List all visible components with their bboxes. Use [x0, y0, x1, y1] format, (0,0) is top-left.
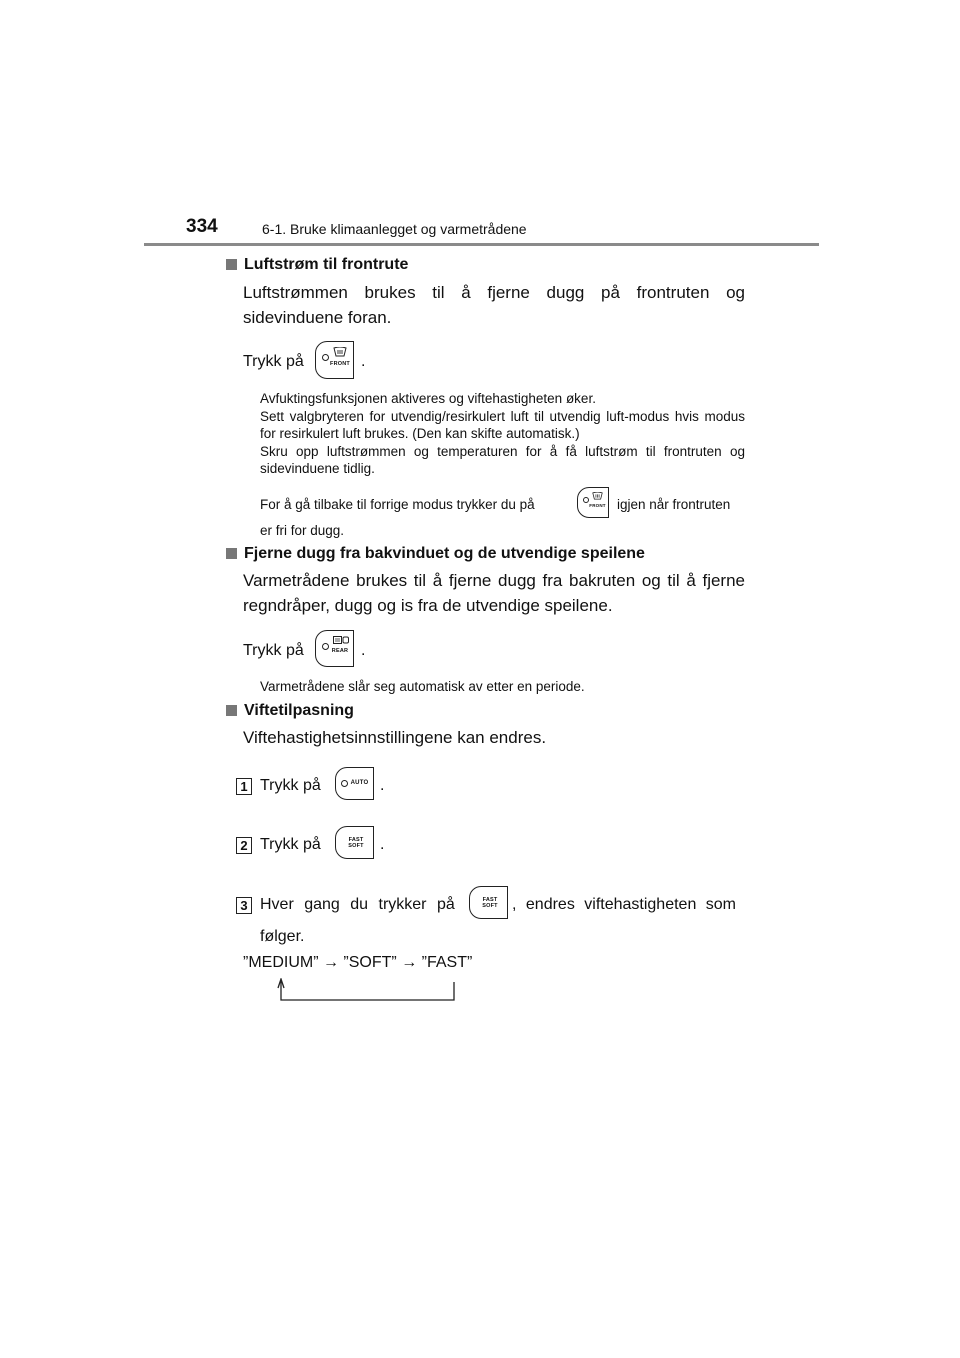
fast-soft-button — [335, 826, 374, 859]
indicator-light-icon — [341, 780, 348, 787]
section-body: Varmetrådene brukes til å fjerne dugg fra bakruten og til å fjerne regndråper, dugg og is fra de utvendige speilene. — [243, 571, 745, 615]
square-bullet-icon — [226, 548, 237, 559]
header-rule — [144, 243, 819, 246]
period: . — [380, 777, 385, 794]
period: . — [361, 642, 366, 659]
step-number: 2 — [236, 837, 252, 854]
windshield-defrost-icon — [592, 492, 603, 500]
page-number: 334 — [186, 216, 218, 237]
button-label: AUTO — [350, 780, 369, 786]
button-label: FRONT — [589, 503, 606, 508]
rear-defogger-button — [315, 630, 354, 667]
section-heading-rear-defog: Fjerne dugg fra bakvinduet og de utvendige speilene — [226, 545, 645, 563]
fast-soft-button — [469, 886, 508, 919]
return-text-end: er fri for dugg. — [260, 523, 345, 538]
section-heading-fan: Viftetilpasning — [226, 702, 354, 720]
loop-back-arrow-icon — [274, 978, 460, 1006]
notes: Avfuktingsfunksjonen aktiveres og viftehastigheten øker. Sett valgbryteren for utvendig/resirkulert luft til utvendig luft-modus hvis modus for resirkulert luft brukes. (Den kan skifte automatisk.) Skru opp luftstrømmen og temperaturen for å få luftstrøm til frontruten og sidevinduene tidlig. — [260, 391, 745, 476]
section-body: Luftstrømmen brukes til å fjerne dugg på frontruten og sidevinduene foran. — [243, 283, 745, 327]
step-number: 3 — [236, 897, 252, 914]
front-defrost-button-small — [577, 487, 609, 518]
windshield-defrost-icon — [333, 347, 347, 357]
button-label: FAST SOFT — [348, 837, 364, 849]
press-instruction: Trykk på — [243, 353, 304, 370]
speed-cycle: ”MEDIUM” → ”SOFT” → ”FAST” — [243, 954, 473, 971]
step-number: 1 — [236, 778, 252, 795]
step-text: Trykk på — [260, 777, 321, 794]
button-label: FRONT — [330, 361, 350, 367]
section-body: Viftehastighetsinnstillingene kan endres. — [243, 728, 547, 747]
auto-button — [335, 767, 374, 800]
button-label: REAR — [331, 648, 349, 654]
press-instruction: Trykk på — [243, 642, 304, 659]
step-text: Hver gang du trykker på — [260, 896, 455, 913]
return-text: For å gå tilbake til forrige modus trykker du på — [260, 497, 535, 512]
period: . — [361, 353, 366, 370]
period: . — [380, 836, 385, 853]
chapter-title: 6-1. Bruke klimaanlegget og varmetrådene — [262, 221, 527, 237]
note: Varmetrådene slår seg automatisk av etter en periode. — [260, 679, 585, 694]
step-text: Trykk på — [260, 836, 321, 853]
step-text-after: , endres viftehastigheten som — [512, 896, 737, 913]
return-text-after: igjen når frontruten — [617, 497, 731, 512]
square-bullet-icon — [226, 705, 237, 716]
square-bullet-icon — [226, 259, 237, 270]
step-text-end: følger. — [260, 928, 305, 945]
indicator-light-icon — [322, 354, 329, 361]
front-defrost-button — [315, 341, 354, 379]
rear-mirror-defog-icon — [333, 636, 349, 645]
button-label: FAST SOFT — [482, 897, 498, 909]
section-heading-windshield: Luftstrøm til frontrute — [226, 256, 408, 274]
